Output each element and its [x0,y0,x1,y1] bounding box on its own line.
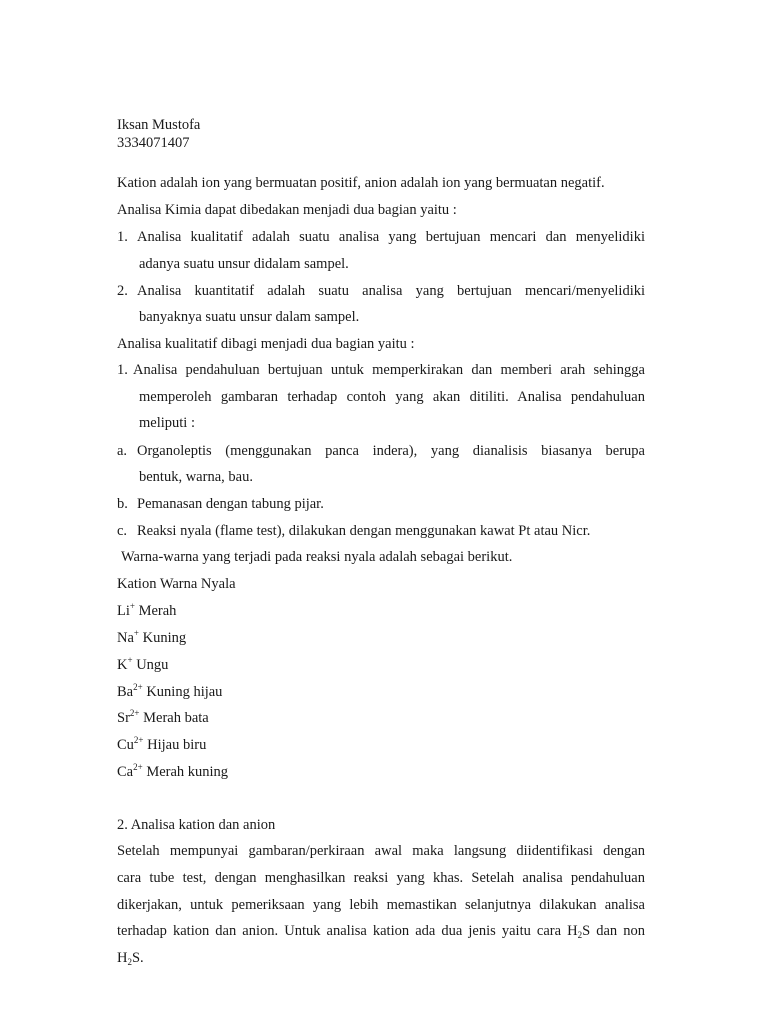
section-2-line-1: Setelah mempunyai gambaran/perkiraan awal maka langsung diidentifikasi dengan [117,843,645,859]
cation-charge: 2+ [133,762,143,772]
qual-heading: Analisa kualitatif dibagi menjadi dua bagian yaitu : [117,336,415,352]
cation-symbol: Sr [117,710,130,726]
student-id: 3334071407 [117,135,190,151]
flame-row [117,763,228,781]
kind-1-line-1 [117,228,645,246]
cation-charge: 2+ [133,735,144,745]
sub-b-line [117,495,324,513]
author-name: Iksan Mustofa [117,117,201,133]
flame-intro: Warna-warna yang terjadi pada reaksi nyala adalah sebagai berikut. [121,549,513,565]
qual-item-1-text: Analisa pendahuluan bertujuan untuk memperkirakan dan memberi arah sehingga [133,362,645,378]
cation-charge: + [127,655,133,665]
flame-color: Ungu [136,657,169,673]
sub-a-text: Organoleptis (menggunakan panca indera), yang dianalisis biasanya berupa [137,443,645,459]
qual-item-1-number: 1. [117,362,128,378]
cation-charge: + [129,601,135,611]
cation-symbol: K [117,657,128,673]
flame-color: Merah kuning [146,764,229,780]
section-2-line-4 [117,922,645,940]
qual-item-1-line-1 [117,361,645,379]
sub-a-line-1 [117,442,645,460]
flame-color: Merah [138,603,177,619]
kind-1-text: Analisa kualitatif adalah suatu analisa yang bertujuan mencari dan menyelidiki [137,229,645,245]
flame-row [117,629,186,647]
flame-row [117,709,209,727]
sub-b-text: Pemanasan dengan tabung pijar. [137,496,324,512]
kind-2-text: Analisa kuantitatif adalah suatu analisa yang bertujuan mencari/menyelidiki [137,283,645,299]
kind-2-number: 2. [117,283,128,299]
intro-line-1: Kation adalah ion yang bermuatan positif, anion adalah ion yang bermuatan negatif. [117,175,605,191]
cation-symbol: Na [117,630,134,646]
flame-row [117,656,168,674]
flame-color: Kuning hijau [146,684,223,700]
sub-b-letter: b. [117,496,128,512]
cation-charge: + [133,628,139,638]
flame-color: Kuning [142,630,187,646]
kind-1-line-2: adanya suatu unsur didalam sampel. [139,256,349,272]
sub-c-letter: c. [117,523,128,539]
sub-a-line-2: bentuk, warna, bau. [139,469,253,485]
section-2-line-4-text: terhadap kation dan anion. Untuk analisa kation ada dua jenis yaitu cara H [117,923,578,939]
flame-table-header: Kation Warna Nyala [117,576,236,592]
cation-charge: 2+ [133,682,143,692]
section-2-heading: 2. Analisa kation dan anion [117,817,276,833]
cation-symbol: Ca [117,764,134,780]
qual-item-1-line-2: memperoleh gambaran terhadap contoh yang akan ditiliti. Analisa pendahuluan [139,389,645,405]
sub-a-letter: a. [117,443,128,459]
cation-symbol: Ba [117,684,134,700]
intro-line-2: Analisa Kimia dapat dibedakan menjadi dua bagian yaitu : [117,202,457,218]
qual-item-1-line-3: meliputi : [139,415,195,431]
cation-symbol: Cu [117,737,134,753]
kind-2-line-2: banyaknya suatu unsur dalam sampel. [139,309,360,325]
flame-row [117,602,176,620]
flame-row [117,736,206,754]
sub-c-text: Reaksi nyala (flame test), dilakukan dengan menggunakan kawat Pt atau Nicr. [137,523,591,539]
kind-2-line-1 [117,282,645,300]
section-2-line-5-text: H [117,950,128,966]
subscript-2: 2 [127,957,132,967]
cation-charge: 2+ [129,708,140,718]
section-2-line-2: cara tube test, dengan menghasilkan reaksi yang khas. Setelah analisa pendahuluan [117,870,645,886]
section-2-line-3: dikerjakan, untuk pemeriksaan yang lebih memastikan selanjutnya dilakukan analisa [117,897,645,913]
flame-color: Merah bata [143,710,209,726]
section-2-line-4-tail: S dan non [582,923,646,939]
kind-1-number: 1. [117,229,128,245]
flame-color: Hijau biru [147,737,207,753]
cation-symbol: Li [117,603,130,619]
subscript-2: 2 [577,930,583,940]
section-2-line-5 [117,949,144,967]
sub-c-line [117,522,590,540]
flame-row [117,683,222,701]
section-2-line-5-tail: S. [131,950,144,966]
